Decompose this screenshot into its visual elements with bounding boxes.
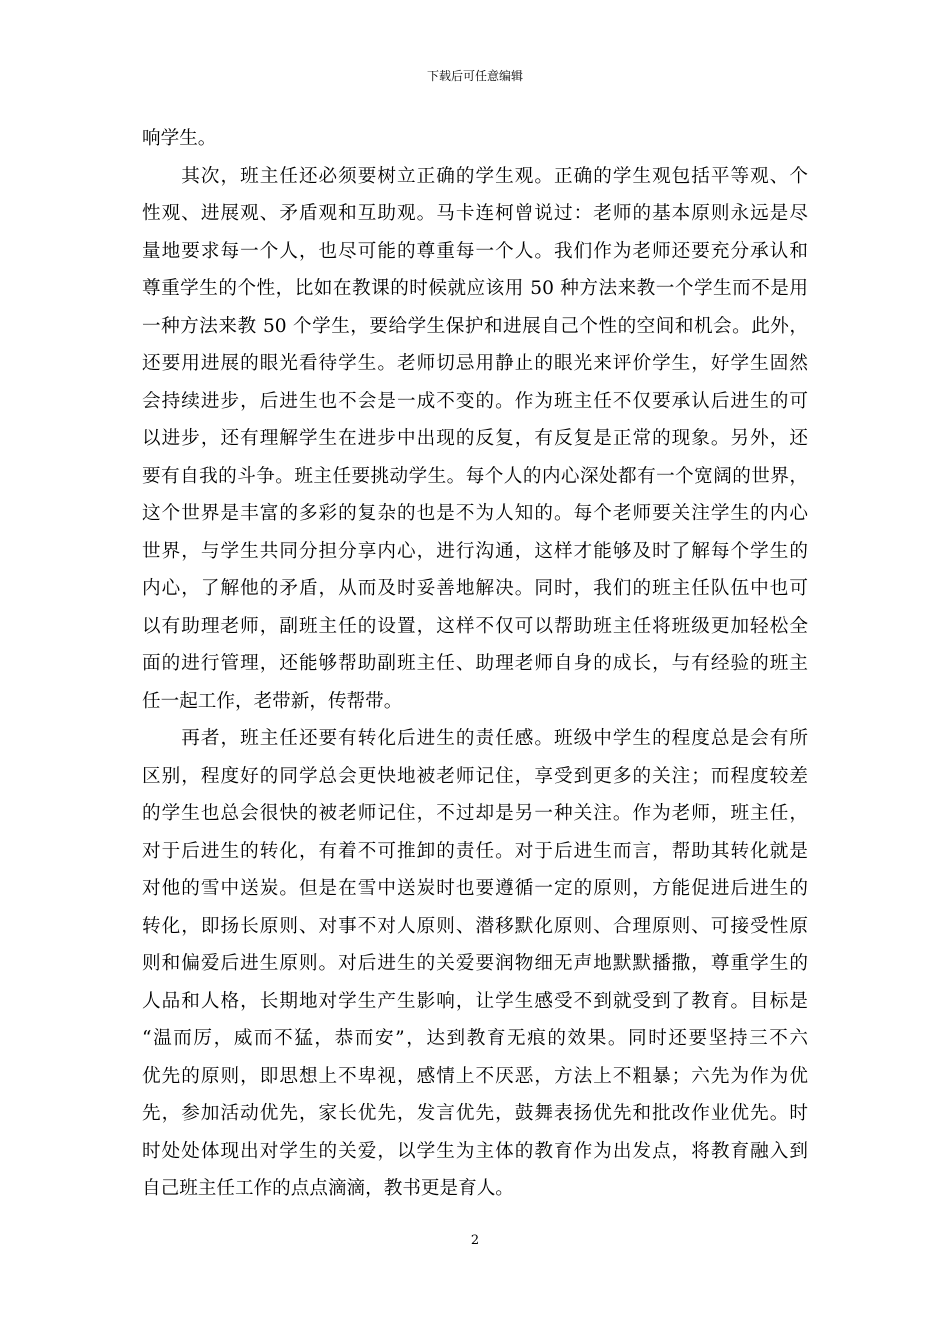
text-line: 以有助理老师，副班主任的设置，这样不仅可以帮助班主任将班级更加轻松全 (142, 615, 808, 637)
paragraph (142, 120, 808, 158)
text-line: 性观、进展观、矛盾观和互助观。马卡连柯曾说过：老师的基本原则永远是尽 (142, 203, 808, 224)
text-line: 转化，即扬长原则、对事不对人原则、潜移默化原则、合理原则、可接受性原 (142, 915, 808, 937)
text-line: 世界，与学生共同分担分享内心，进行沟通，这样才能够及时了解每个学生的 (142, 540, 808, 562)
text-line: 的学生也总会很快的被老师记住，不过却是另一种关注。作为老师，班主任， (142, 803, 808, 824)
text-line: 自己班主任工作的点点滴滴，教书更是育人。 (142, 1178, 514, 1199)
text-line: 以进步，还有理解学生在进步中出现的反复，有反复是正常的现象。另外，还 (142, 428, 808, 449)
text-line: 响学生。 (142, 128, 217, 149)
text-line: 再者，班主任还要有转化后进生的责任感。班级中学生的程度总是会有所 (142, 728, 808, 749)
text-line: 要有自我的斗争。班主任要挑动学生。每个人的内心深处都有一个宽阔的世界， (142, 465, 808, 487)
text-line: 这个世界是丰富的多彩的复杂的也是不为人知的。每个老师要关注学生的内心 (142, 503, 808, 524)
text-line: 会持续进步，后进生也不会是一成不变的。作为班主任不仅要承认后进生的可 (142, 390, 808, 412)
text-line: 内心，了解他的矛盾，从而及时妥善地解决。同时，我们的班主任队伍中也可 (142, 578, 808, 599)
text-line: 其次，班主任还必须要树立正确的学生观。正确的学生观包括平等观、个 (142, 165, 808, 187)
text-line: 还要用进展的眼光看待学生。老师切忌用静止的眼光来评价学生，好学生固然 (142, 353, 808, 374)
text-line: 量地要求每一个人，也尽可能的尊重每一个人。我们作为老师还要充分承认和 (142, 240, 808, 262)
text-line: 先，参加活动优先，家长优先，发言优先，鼓舞表扬优先和批改作业优先。时 (142, 1103, 808, 1124)
paragraph (142, 158, 808, 721)
text-line: 任一起工作，老带新，传帮带。 (142, 690, 403, 712)
text-line: 时处处体现出对学生的关爱，以学生为主体的教育作为出发点，将教育融入到 (142, 1140, 808, 1162)
text-line: 则和偏爱后进生原则。对后进生的关爱要润物细无声地默默播撒，尊重学生的 (142, 953, 808, 974)
page-number: 2 (470, 1233, 480, 1248)
text-line: 尊重学生的个性，比如在教课的时候就应该用 50 种方法来教一个学生而不是用 (142, 278, 808, 299)
text-line: 一种方法来教 50 个学生，要给学生保护和进展自己个性的空间和机会。此外， (142, 315, 808, 337)
text-line: 区别，程度好的同学总会更快地被老师记住，享受到更多的关注；而程度较差 (142, 765, 808, 787)
document-body (142, 120, 808, 1208)
text-line: 面的进行管理，还能够帮助副班主任、助理老师自身的成长，与有经验的班主 (142, 653, 808, 674)
text-line: 优先的原则，即思想上不卑视，感情上不厌恶，方法上不粗暴；六先为作为优 (142, 1065, 808, 1087)
text-line: 对于后进生的转化，有着不可推卸的责任。对于后进生而言，帮助其转化就是 (142, 840, 808, 862)
text-line: 人品和人格，长期地对学生产生影响，让学生感受不到就受到了教育。目标是 (142, 990, 808, 1012)
page-header: 下载后可任意编辑 (426, 69, 523, 83)
text-line: “温而厉，威而不猛，恭而安”，达到教育无痕的效果。同时还要坚持三不六 (142, 1028, 808, 1049)
text-line: 对他的雪中送炭。但是在雪中送炭时也要遵循一定的原则，方能促进后进生的 (142, 878, 808, 899)
paragraph (142, 720, 808, 1208)
